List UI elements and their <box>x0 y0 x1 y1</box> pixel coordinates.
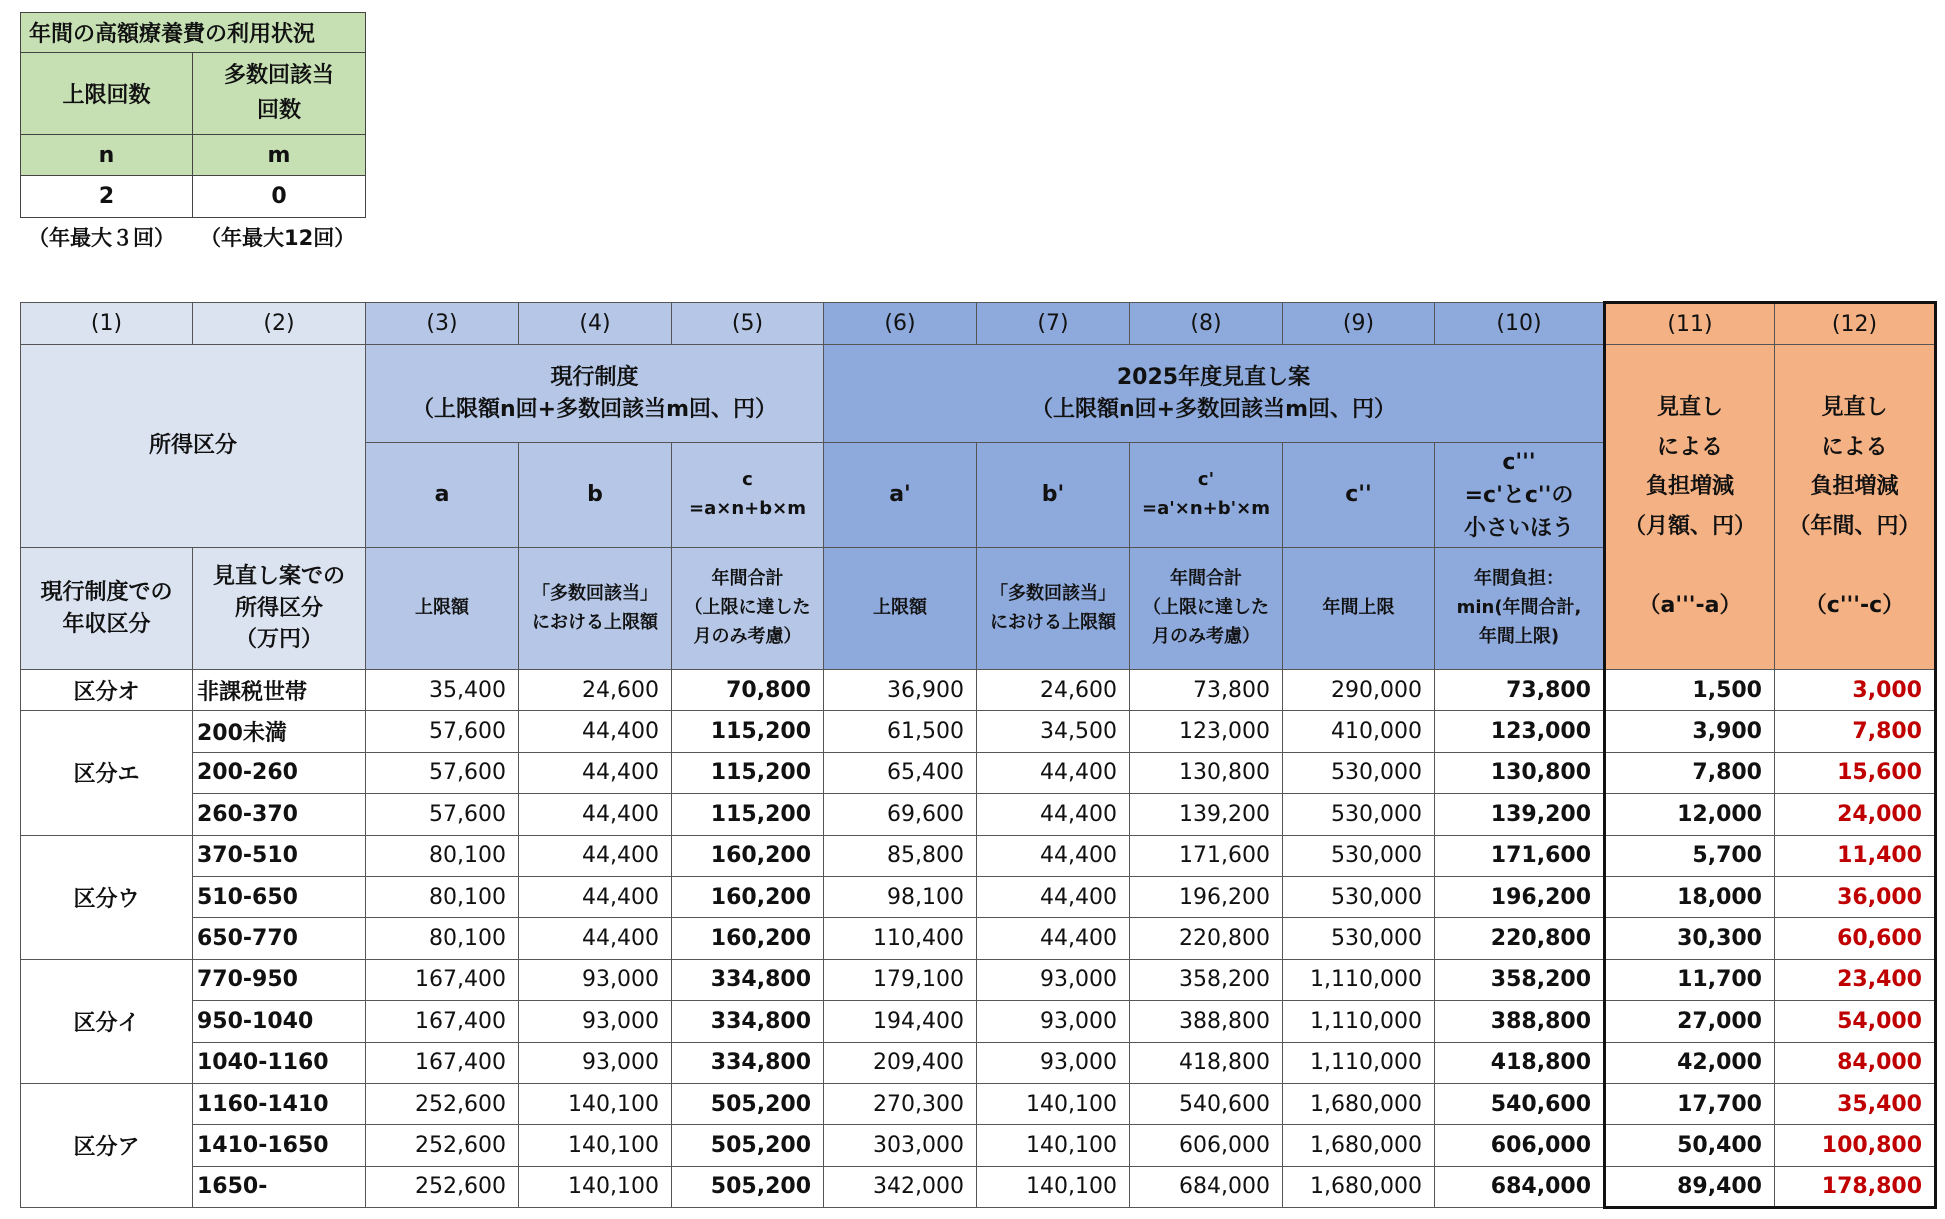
var-a: a <box>366 443 519 548</box>
cost-comparison-table <box>20 301 1937 1209</box>
annual-change: 36,000 <box>1775 876 1936 917</box>
limit-desc: 上限額 <box>366 548 519 670</box>
multi-limit-b: 44,400 <box>519 794 672 835</box>
proposal-income-class: 200未満 <box>193 711 366 752</box>
proposal-income-class: 650-770 <box>193 918 366 959</box>
var-a-prime: a' <box>824 443 977 548</box>
current-income-class: 区分ウ <box>21 835 193 959</box>
col-number: (12) <box>1775 303 1936 345</box>
annual-change: 60,600 <box>1775 918 1936 959</box>
multi-limit-desc: 「多数回該当」 における上限額 <box>519 548 672 670</box>
annual-burden-desc: 年間負担： min(年間合計, 年間上限) <box>1435 548 1605 670</box>
current-income-class: 区分イ <box>21 959 193 1083</box>
table-row <box>21 835 1936 876</box>
multi-limit-b: 140,100 <box>519 1083 672 1124</box>
income-class-header: 所得区分 <box>21 345 366 548</box>
multi-limit-b-prime: 140,100 <box>977 1125 1130 1166</box>
annual-change: 7,800 <box>1775 711 1936 752</box>
current-income-class: 区分オ <box>21 670 193 711</box>
monthly-change: 12,000 <box>1605 794 1775 835</box>
annual-total-c-prime: 606,000 <box>1130 1125 1283 1166</box>
multi-limit-b: 140,100 <box>519 1166 672 1207</box>
limit-a-prime: 209,400 <box>824 1042 977 1083</box>
proposal-class-desc: 見直し案での 所得区分 （万円） <box>193 548 366 670</box>
annual-limit-c-double-prime: 530,000 <box>1283 794 1435 835</box>
table-row <box>21 1001 1936 1042</box>
annual-change: 178,800 <box>1775 1166 1936 1207</box>
multi-limit-b-prime: 24,600 <box>977 670 1130 711</box>
annual-total-c: 115,200 <box>672 752 824 793</box>
multi-limit-b-prime: 93,000 <box>977 959 1130 1000</box>
annual-total-c: 505,200 <box>672 1125 824 1166</box>
annual-burden-c-triple-prime: 196,200 <box>1435 876 1605 917</box>
multi-limit-b: 24,600 <box>519 670 672 711</box>
col-number: (4) <box>519 303 672 345</box>
multi-limit-b-prime: 93,000 <box>977 1042 1130 1083</box>
monthly-change: 5,700 <box>1605 835 1775 876</box>
limit-a: 80,100 <box>366 876 519 917</box>
proposal-income-class: 770-950 <box>193 959 366 1000</box>
multi-limit-b: 44,400 <box>519 835 672 876</box>
var-c-prime: c' =a'×n+b'×m <box>1130 443 1283 548</box>
limit-a: 80,100 <box>366 918 519 959</box>
limit-a: 57,600 <box>366 711 519 752</box>
annual-burden-c-triple-prime: 220,800 <box>1435 918 1605 959</box>
annual-limit-c-double-prime: 1,110,000 <box>1283 1042 1435 1083</box>
multi-limit-b-prime: 44,400 <box>977 876 1130 917</box>
column-number-row <box>21 303 1936 345</box>
annual-limit-c-double-prime: 1,680,000 <box>1283 1125 1435 1166</box>
annual-total-c-prime: 358,200 <box>1130 959 1283 1000</box>
monthly-change: 17,700 <box>1605 1083 1775 1124</box>
table-row <box>21 1125 1936 1166</box>
table-row <box>21 918 1936 959</box>
proposal-income-class: 260-370 <box>193 794 366 835</box>
current-class-desc: 現行制度での 年収区分 <box>21 548 193 670</box>
annual-total-c: 334,800 <box>672 1042 824 1083</box>
annual-limit-c-double-prime: 1,680,000 <box>1283 1083 1435 1124</box>
multi-limit-b: 44,400 <box>519 711 672 752</box>
annual-burden-c-triple-prime: 684,000 <box>1435 1166 1605 1207</box>
annual-limit-c-double-prime: 410,000 <box>1283 711 1435 752</box>
limit-a: 252,600 <box>366 1083 519 1124</box>
annual-total-c-prime: 388,800 <box>1130 1001 1283 1042</box>
annual-change: 100,800 <box>1775 1125 1936 1166</box>
limit-count-var: n <box>21 135 193 176</box>
annual-burden-c-triple-prime: 171,600 <box>1435 835 1605 876</box>
annual-burden-c-triple-prime: 139,200 <box>1435 794 1605 835</box>
col-number: (3) <box>366 303 519 345</box>
limit-a-prime: 98,100 <box>824 876 977 917</box>
col-number: (6) <box>824 303 977 345</box>
monthly-change: 3,900 <box>1605 711 1775 752</box>
table-row <box>21 1042 1936 1083</box>
annual-total-c: 160,200 <box>672 918 824 959</box>
limit-a-prime: 36,900 <box>824 670 977 711</box>
annual-burden-c-triple-prime: 388,800 <box>1435 1001 1605 1042</box>
table-row <box>21 1083 1936 1124</box>
multi-count-note: （年最大12回） <box>200 226 356 250</box>
annual-change: 3,000 <box>1775 670 1936 711</box>
var-c-triple-prime: c''' =c'とc''の 小さいほう <box>1435 443 1605 548</box>
annual-change: 15,600 <box>1775 752 1936 793</box>
multi-limit-b: 93,000 <box>519 1042 672 1083</box>
var-b: b <box>519 443 672 548</box>
limit-count-note: （年最大３回） <box>28 226 175 250</box>
annual-limit-c-double-prime: 530,000 <box>1283 876 1435 917</box>
proposal-income-class: 200-260 <box>193 752 366 793</box>
proposal-income-class: 1160-1410 <box>193 1083 366 1124</box>
var-b-prime: b' <box>977 443 1130 548</box>
table-row <box>21 794 1936 835</box>
monthly-change: 50,400 <box>1605 1125 1775 1166</box>
multi-limit-b-prime: 140,100 <box>977 1166 1130 1207</box>
annual-change: 35,400 <box>1775 1083 1936 1124</box>
annual-burden-c-triple-prime: 73,800 <box>1435 670 1605 711</box>
monthly-change: 30,300 <box>1605 918 1775 959</box>
annual-change: 84,000 <box>1775 1042 1936 1083</box>
annual-limit-c-double-prime: 290,000 <box>1283 670 1435 711</box>
annual-total-c-prime: 684,000 <box>1130 1166 1283 1207</box>
annual-limit-c-double-prime: 1,110,000 <box>1283 959 1435 1000</box>
limit-a-prime: 303,000 <box>824 1125 977 1166</box>
col-number: (7) <box>977 303 1130 345</box>
annual-change-header: 見直し による 負担増減 （年間、円） （c'''-c） <box>1775 345 1936 670</box>
monthly-change: 7,800 <box>1605 752 1775 793</box>
multi-limit-b: 44,400 <box>519 876 672 917</box>
limit-a: 80,100 <box>366 835 519 876</box>
table-row <box>21 711 1936 752</box>
annual-limit-c-double-prime: 530,000 <box>1283 918 1435 959</box>
annual-total-c: 115,200 <box>672 794 824 835</box>
annual-total-c: 505,200 <box>672 1166 824 1207</box>
annual-burden-c-triple-prime: 418,800 <box>1435 1042 1605 1083</box>
annual-total-c: 505,200 <box>672 1083 824 1124</box>
multi-limit-b-prime: 44,400 <box>977 835 1130 876</box>
limit-a: 35,400 <box>366 670 519 711</box>
annual-limit-c-double-prime: 1,680,000 <box>1283 1166 1435 1207</box>
col-number: (8) <box>1130 303 1283 345</box>
proposal-income-class: 1650- <box>193 1166 366 1207</box>
limit-a: 167,400 <box>366 959 519 1000</box>
proposal-income-class: 950-1040 <box>193 1001 366 1042</box>
multi-count-var: m <box>193 135 366 176</box>
multi-limit-b-prime: 140,100 <box>977 1083 1130 1124</box>
annual-burden-c-triple-prime: 123,000 <box>1435 711 1605 752</box>
proposal-income-class: 370-510 <box>193 835 366 876</box>
annual-total-c: 334,800 <box>672 959 824 1000</box>
col-number: (10) <box>1435 303 1605 345</box>
proposal-header: 2025年度見直し案 （上限額n回+多数回該当m回、円） <box>824 345 1605 443</box>
monthly-change: 1,500 <box>1605 670 1775 711</box>
multi-limit-b-prime: 93,000 <box>977 1001 1130 1042</box>
table-row <box>21 959 1936 1000</box>
multi-limit-b-prime: 44,400 <box>977 918 1130 959</box>
proposal-income-class: 非課税世帯 <box>193 670 366 711</box>
annual-burden-c-triple-prime: 606,000 <box>1435 1125 1605 1166</box>
multi-count-header: 多数回該当 回数 <box>193 53 366 135</box>
limit-count-header: 上限回数 <box>21 53 193 135</box>
annual-burden-c-triple-prime: 358,200 <box>1435 959 1605 1000</box>
usage-table <box>20 12 366 218</box>
col-number: (9) <box>1283 303 1435 345</box>
current-income-class: 区分ア <box>21 1083 193 1207</box>
current-income-class: 区分エ <box>21 711 193 835</box>
annual-change: 24,000 <box>1775 794 1936 835</box>
annual-burden-c-triple-prime: 130,800 <box>1435 752 1605 793</box>
annual-total-c: 70,800 <box>672 670 824 711</box>
limit-a: 252,600 <box>366 1166 519 1207</box>
annual-total-c: 160,200 <box>672 876 824 917</box>
current-system-header: 現行制度 （上限額n回+多数回該当m回、円） <box>366 345 824 443</box>
annual-total-prime-desc: 年間合計 （上限に達した 月のみ考慮） <box>1130 548 1283 670</box>
limit-a: 57,600 <box>366 752 519 793</box>
monthly-change-header: 見直し による 負担増減 （月額、円） （a'''-a） <box>1605 345 1775 670</box>
annual-total-c-prime: 123,000 <box>1130 711 1283 752</box>
proposal-income-class: 1410-1650 <box>193 1125 366 1166</box>
var-c-double-prime: c'' <box>1283 443 1435 548</box>
annual-total-c-prime: 73,800 <box>1130 670 1283 711</box>
usage-title: 年間の高額療養費の利用状況 <box>21 13 366 53</box>
annual-total-c-prime: 540,600 <box>1130 1083 1283 1124</box>
multi-limit-b: 93,000 <box>519 1001 672 1042</box>
annual-total-c-prime: 171,600 <box>1130 835 1283 876</box>
multi-limit-prime-desc: 「多数回該当」 における上限額 <box>977 548 1130 670</box>
annual-change: 54,000 <box>1775 1001 1936 1042</box>
monthly-change: 42,000 <box>1605 1042 1775 1083</box>
table-row <box>21 876 1936 917</box>
monthly-change: 89,400 <box>1605 1166 1775 1207</box>
multi-limit-b-prime: 34,500 <box>977 711 1130 752</box>
limit-a-prime: 69,600 <box>824 794 977 835</box>
limit-count-value: 2 <box>21 176 193 218</box>
limit-a-prime: 110,400 <box>824 918 977 959</box>
annual-change: 11,400 <box>1775 835 1936 876</box>
annual-limit-c-double-prime: 530,000 <box>1283 835 1435 876</box>
monthly-change: 11,700 <box>1605 959 1775 1000</box>
limit-a-prime: 194,400 <box>824 1001 977 1042</box>
annual-limit-c-double-prime: 1,110,000 <box>1283 1001 1435 1042</box>
annual-total-c-prime: 130,800 <box>1130 752 1283 793</box>
monthly-change: 27,000 <box>1605 1001 1775 1042</box>
annual-total-c-prime: 220,800 <box>1130 918 1283 959</box>
annual-total-c: 334,800 <box>672 1001 824 1042</box>
limit-a-prime: 61,500 <box>824 711 977 752</box>
annual-total-c: 160,200 <box>672 835 824 876</box>
limit-a-prime: 85,800 <box>824 835 977 876</box>
col-number: (1) <box>21 303 193 345</box>
multi-limit-b: 44,400 <box>519 752 672 793</box>
annual-total-desc: 年間合計 （上限に達した 月のみ考慮） <box>672 548 824 670</box>
limit-a-prime: 65,400 <box>824 752 977 793</box>
monthly-change: 18,000 <box>1605 876 1775 917</box>
multi-limit-b-prime: 44,400 <box>977 752 1130 793</box>
proposal-income-class: 510-650 <box>193 876 366 917</box>
col-number: (5) <box>672 303 824 345</box>
multi-limit-b-prime: 44,400 <box>977 794 1130 835</box>
limit-a-prime: 270,300 <box>824 1083 977 1124</box>
annual-total-c-prime: 418,800 <box>1130 1042 1283 1083</box>
table-row <box>21 1166 1936 1207</box>
limit-prime-desc: 上限額 <box>824 548 977 670</box>
var-c: c =a×n+b×m <box>672 443 824 548</box>
limit-a-prime: 179,100 <box>824 959 977 1000</box>
limit-a: 252,600 <box>366 1125 519 1166</box>
annual-total-c: 115,200 <box>672 711 824 752</box>
annual-total-c-prime: 139,200 <box>1130 794 1283 835</box>
limit-a: 167,400 <box>366 1001 519 1042</box>
annual-limit-desc: 年間上限 <box>1283 548 1435 670</box>
table-row <box>21 670 1936 711</box>
multi-limit-b: 140,100 <box>519 1125 672 1166</box>
multi-limit-b: 93,000 <box>519 959 672 1000</box>
limit-a: 167,400 <box>366 1042 519 1083</box>
col-number: (11) <box>1605 303 1775 345</box>
multi-count-value: 0 <box>193 176 366 218</box>
limit-a-prime: 342,000 <box>824 1166 977 1207</box>
annual-limit-c-double-prime: 530,000 <box>1283 752 1435 793</box>
table-row <box>21 752 1936 793</box>
annual-burden-c-triple-prime: 540,600 <box>1435 1083 1605 1124</box>
proposal-income-class: 1040-1160 <box>193 1042 366 1083</box>
multi-limit-b: 44,400 <box>519 918 672 959</box>
annual-change: 23,400 <box>1775 959 1936 1000</box>
annual-total-c-prime: 196,200 <box>1130 876 1283 917</box>
col-number: (2) <box>193 303 366 345</box>
limit-a: 57,600 <box>366 794 519 835</box>
